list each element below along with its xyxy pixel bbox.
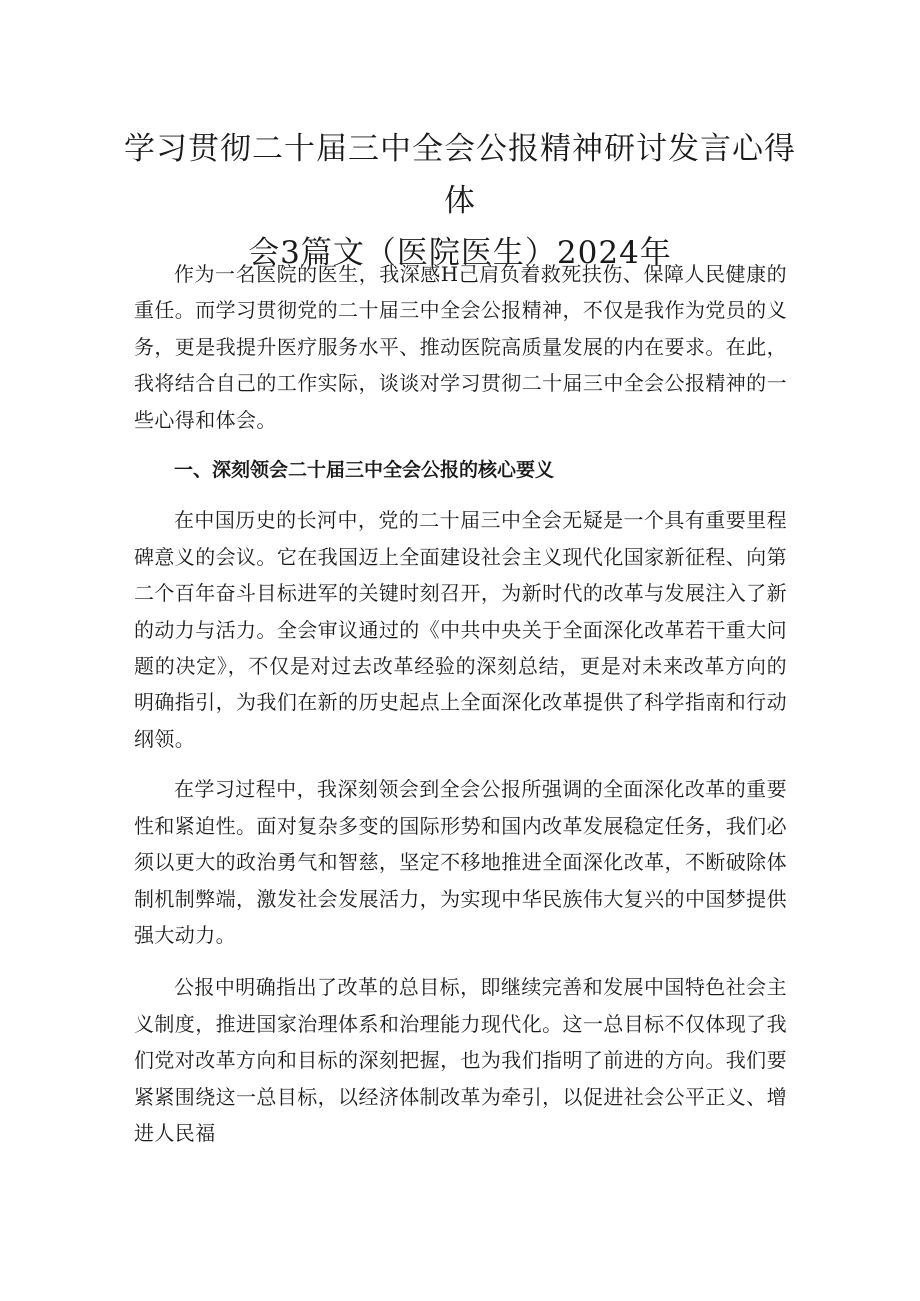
document-body — [134, 256, 787, 1151]
section-heading-1: 一、深刻领会二十届三中全会公报的核心要义 — [174, 459, 555, 482]
paragraph-4: 公报中明确指出了改革的总目标，即继续完善和发展中国特色社会主义制度，推进国家治理体系和治理能力现代化。这一总目标不仅体现了我们党对改革方向和目标的深刻把握，也为我们指明了前进的方向。我们要紧紧围绕这一总目标，以经济体制改革为牵引，以促进社会公平正义、增进人民福 — [134, 975, 787, 1145]
title-line-2: 会3篇文（医院医生）2024年 — [248, 234, 672, 271]
paragraph-3: 在学习过程中，我深刻领会到全会公报所强调的全面深化改革的重要性和紧迫性。面对复杂多变的国际形势和国内改革发展稳定任务，我们必须以更大的政治勇气和智慈，坚定不移地推进全面深化改革，不断破除体制机制弊端，激发社会发展活力，为实现中华民族伟大复兴的中国梦提供强大动力。 — [134, 777, 787, 947]
paragraph-2: 在中国历史的长河中，党的二十届三中全会无疑是一个具有重要里程碑意义的会议。它在我国迈上全面建设社会主义现代化国家新征程、向第二个百年奋斗目标进军的关键时刻召开，为新时代的改革与发展注入了新的动力与活力。全会审议通过的《中共中央关于全面深化改革若干重大问题的决定》，不仅是对过去改革经验的深刻总结，更是对未来改革方向的明确指引，为我们在新的历史起点上全面深化改革提供了科学指南和行动纲领。 — [134, 508, 787, 751]
title-line-1: 学习贯彻二十届三中全会公报精神研讨发言心得体 — [124, 130, 796, 219]
paragraph-intro: 作为一名医院的医生，我深感H己肩负着救死扶伤、保障人民健康的重任。而学习贯彻党的二十届三中全会公报精神，不仅是我作为党员的义务，更是我提升医疗服务水平、推动医院高质量发展的内在要求。在此，我将结合自己的工作实际，谈谈对学习贯彻二十届三中全会公报精神的一些心得和体会。 — [134, 262, 787, 432]
